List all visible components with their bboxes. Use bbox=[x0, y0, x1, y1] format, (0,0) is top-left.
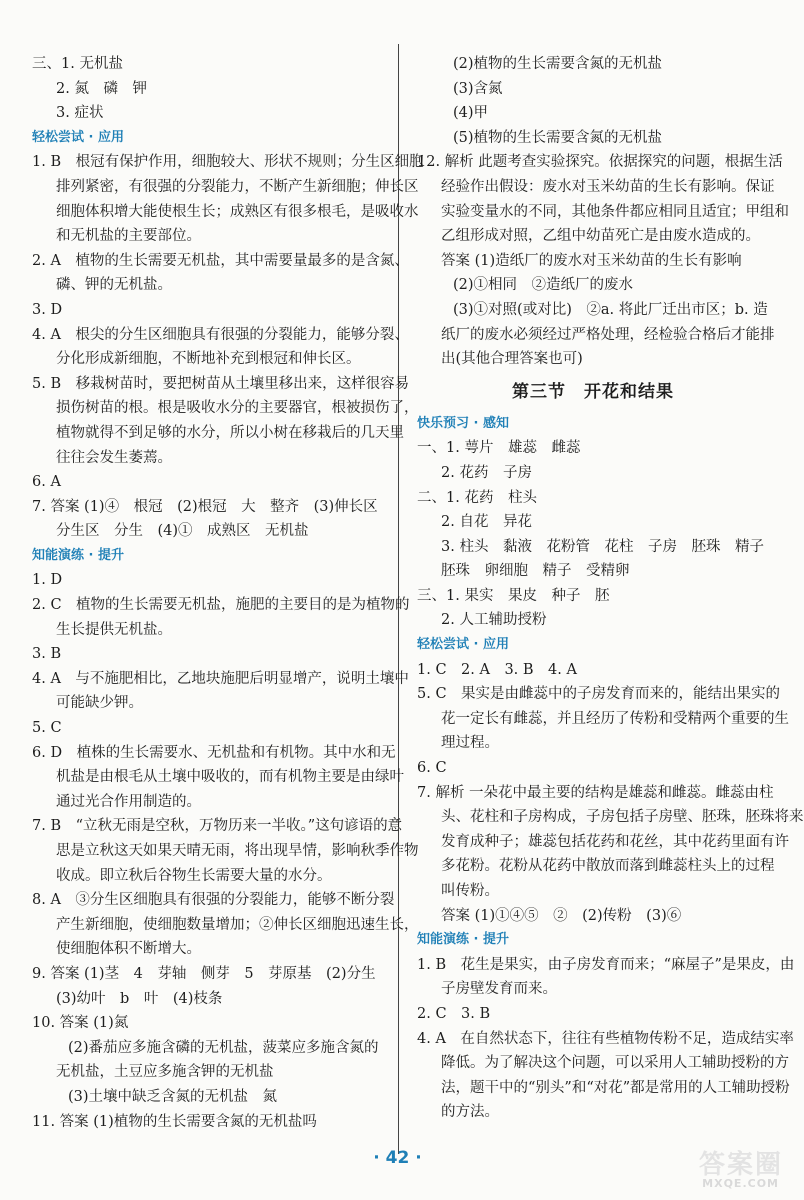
answer-line: 胚珠 卵细胞 精子 受精卵 bbox=[441, 563, 630, 580]
answer-line: 多花粉。花粉从花药中散放而落到雌蕊柱头上的过程 bbox=[441, 858, 775, 875]
answer-line: 11. 答案 (1)植物的生长需要含氮的无机盐吗 bbox=[32, 1113, 317, 1130]
answer-line: 往往会发生萎蔫。 bbox=[56, 449, 172, 466]
answer-line: (2)①相同 ②造纸厂的废水 bbox=[453, 277, 634, 294]
answer-line: 生长提供无机盐。 bbox=[56, 621, 172, 638]
answer-line: 2. A 植物的生长需要无机盐，其中需要量最多的是含氮、 bbox=[32, 252, 409, 269]
section-heading: 快乐预习 · 感知 bbox=[417, 415, 509, 431]
answer-line: 3. 柱头 黏液 花粉管 花柱 子房 胚珠 精子 bbox=[441, 538, 764, 555]
answer-line: 的方法。 bbox=[441, 1104, 499, 1121]
answer-line: 10. 答案 (1)氮 bbox=[32, 1015, 129, 1032]
watermark-url: MXQE.COM bbox=[702, 1177, 779, 1190]
watermark-text: 答案圈 bbox=[698, 1150, 783, 1180]
answer-line: 植物就得不到足够的水分，所以小树在移栽后的几天里 bbox=[56, 424, 404, 441]
answer-line: (4)甲 bbox=[453, 105, 489, 122]
answer-line: 1. B 根冠有保护作用，细胞较大、形状不规则；分生区细胞 bbox=[32, 154, 424, 171]
left-column bbox=[32, 52, 424, 1134]
answer-line: (3)幼叶 b 叶 (4)枝条 bbox=[56, 990, 223, 1007]
answer-line: 通过光合作用制造的。 bbox=[56, 793, 201, 810]
answer-line: 2. 自花 异花 bbox=[441, 514, 532, 531]
answer-line: 和无机盐的主要部位。 bbox=[56, 228, 201, 245]
answer-line: 6. C bbox=[417, 760, 447, 777]
answer-line: 3. 症状 bbox=[56, 105, 104, 122]
answer-line: 叫传粉。 bbox=[441, 883, 499, 899]
answer-line: 二、1. 花药 柱头 bbox=[417, 489, 537, 506]
answer-line: 实验变量水的不同，其他条件都应相同且适宜；甲组和 bbox=[441, 203, 789, 220]
section-heading: 知能演练 · 提升 bbox=[417, 932, 509, 948]
answer-line: 一、1. 萼片 雄蕊 雌蕊 bbox=[417, 440, 581, 457]
answer-line: 12. 解析 此题考查实验探究。依据探究的问题，根据生活 bbox=[417, 154, 783, 171]
answer-line: 机盐是由根毛从土壤中吸收的，而有机物主要是由绿叶 bbox=[56, 769, 404, 786]
answer-line: 降低。为了解决这个问题，可以采用人工辅助授粉的方 bbox=[441, 1055, 789, 1072]
answer-line: 5. B 移栽树苗时，要把树苗从土壤里移出来，这样很容易 bbox=[32, 375, 410, 392]
answer-line: 细胞体积增大能使根生长；成熟区有很多根毛，是吸收水 bbox=[56, 203, 419, 220]
answer-line: 分生区 分生 (4)① 成熟区 无机盐 bbox=[56, 523, 309, 540]
section-heading: 知能演练 · 提升 bbox=[32, 547, 124, 563]
answer-line: 损伤树苗的根。根是吸收水分的主要器官，根被损伤了， bbox=[56, 400, 419, 417]
answer-line: (3)含氮 bbox=[453, 80, 503, 97]
answer-line: 4. A 根尖的分生区细胞具有很强的分裂能力，能够分裂、 bbox=[32, 326, 409, 343]
answer-line: (3)①对照(或对比) ②a. 将此厂迁出市区；b. 造 bbox=[453, 301, 768, 318]
answer-line: 答案 (1)造纸厂的废水对玉米幼苗的生长有影响 bbox=[441, 252, 742, 269]
answer-line: 花一定长有雌蕊，并且经历了传粉和受精两个重要的生 bbox=[441, 710, 789, 727]
answer-line: 经验作出假设：废水对玉米幼苗的生长有影响。保证 bbox=[441, 178, 775, 195]
answer-line: 9. 答案 (1)茎 4 芽轴 侧芽 5 芽原基 (2)分生 bbox=[32, 965, 376, 982]
answer-line: 3. D bbox=[32, 301, 63, 318]
answer-line: 无机盐，土豆应多施含钾的无机盐 bbox=[56, 1064, 274, 1081]
answer-line: 乙组形成对照，乙组中幼苗死亡是由废水造成的。 bbox=[441, 228, 760, 245]
answer-line: 7. 解析 一朵花中最主要的结构是雄蕊和雌蕊。雌蕊由柱 bbox=[417, 784, 774, 801]
answer-line: 排列紧密，有很强的分裂能力，不断产生新细胞；伸长区 bbox=[56, 178, 419, 195]
answer-line: (2)番茄应多施含磷的无机盐，菠菜应多施含氮的 bbox=[68, 1039, 379, 1056]
answer-line: 8. A ③分生区细胞具有很强的分裂能力，能够不断分裂 bbox=[32, 892, 395, 909]
answer-line: 发育成种子；雄蕊包括花药和花丝，其中花药里面有许 bbox=[441, 833, 789, 850]
section-heading: 轻松尝试 · 应用 bbox=[417, 637, 509, 653]
page-number: · 42 · bbox=[373, 1148, 422, 1168]
answer-line: 收成。即立秋后谷物生长需要大量的水分。 bbox=[56, 867, 332, 884]
watermark-logo bbox=[643, 1144, 783, 1190]
answer-line: 5. C 果实是由雌蕊中的子房发育而来的，能结出果实的 bbox=[417, 686, 781, 703]
answer-line: (5)植物的生长需要含氮的无机盐 bbox=[453, 129, 663, 146]
answer-line: 1. B 花生是果实，由子房发育而来；“麻屋子”是果皮，由 bbox=[417, 956, 795, 973]
answer-line: 三、1. 果实 果皮 种子 胚 bbox=[417, 587, 610, 604]
answer-line: 使细胞体积不断增大。 bbox=[56, 941, 201, 958]
answer-line: 法，题干中的“别头”和“对花”都是常用的人工辅助授粉 bbox=[441, 1079, 790, 1096]
answer-line: 答案 (1)①④⑤ ② (2)传粉 (3)⑥ bbox=[441, 907, 682, 924]
answer-line: 2. 花药 子房 bbox=[441, 464, 532, 481]
section-heading: 轻松尝试 · 应用 bbox=[32, 129, 124, 145]
answer-line: 5. C bbox=[32, 720, 62, 737]
answer-line: 理过程。 bbox=[441, 735, 499, 752]
answer-line: 磷、钾的无机盐。 bbox=[56, 277, 172, 294]
answer-line: 1. D bbox=[32, 572, 63, 589]
answer-line: 6. D 植株的生长需要水、无机盐和有机物。其中水和无 bbox=[32, 744, 396, 761]
answer-line: 分化形成新细胞，不断地补充到根冠和伸长区。 bbox=[56, 351, 361, 368]
answer-line: 子房壁发育而来。 bbox=[441, 981, 557, 998]
answer-line: 2. C 植物的生长需要无机盐，施肥的主要目的是为植物的 bbox=[32, 597, 410, 614]
answer-line: 1. C 2. A 3. B 4. A bbox=[417, 661, 577, 678]
answer-line: 出(其他合理答案也可) bbox=[441, 351, 583, 368]
answer-line: (3)土壤中缺乏含氮的无机盐 氮 bbox=[68, 1088, 278, 1105]
answer-line: 2. 人工辅助授粉 bbox=[441, 612, 547, 629]
answer-line: 6. A bbox=[32, 474, 61, 491]
answer-line: 可能缺少钾。 bbox=[56, 695, 143, 712]
answer-line: 7. 答案 (1)④ 根冠 (2)根冠 大 整齐 (3)伸长区 bbox=[32, 498, 378, 515]
answer-line: 3. B bbox=[32, 646, 62, 663]
answer-line: 产生新细胞，使细胞数量增加；②伸长区细胞迅速生长， bbox=[56, 916, 419, 933]
answer-line: 2. C 3. B bbox=[417, 1005, 491, 1022]
answer-line: 7. B “立秋无雨是空秋，万物历来一半收。”这句谚语的意 bbox=[32, 818, 403, 835]
answer-line: 纸厂的废水必须经过严格处理，经检验合格后才能排 bbox=[441, 326, 775, 343]
answer-line: 2. 氮 磷 钾 bbox=[56, 80, 147, 97]
right-column bbox=[417, 52, 804, 1125]
answer-line: 4. A 与不施肥相比，乙地块施肥后明显增产，说明土壤中 bbox=[32, 670, 409, 687]
answer-line: (2)植物的生长需要含氮的无机盐 bbox=[453, 56, 663, 72]
answer-line: 头、花柱和子房构成，子房包括子房壁、胚珠，胚珠将来 bbox=[441, 809, 804, 826]
answer-line: 三、1. 无机盐 bbox=[32, 56, 123, 72]
answer-line: 思是立秋这天如果天晴无雨，将出现旱情，影响秋季作物 bbox=[56, 843, 419, 859]
section-title: 第三节 开花和结果 bbox=[512, 381, 674, 402]
answer-line: 4. A 在自然状态下，往往有些植物传粉不足，造成结实率 bbox=[417, 1030, 794, 1047]
